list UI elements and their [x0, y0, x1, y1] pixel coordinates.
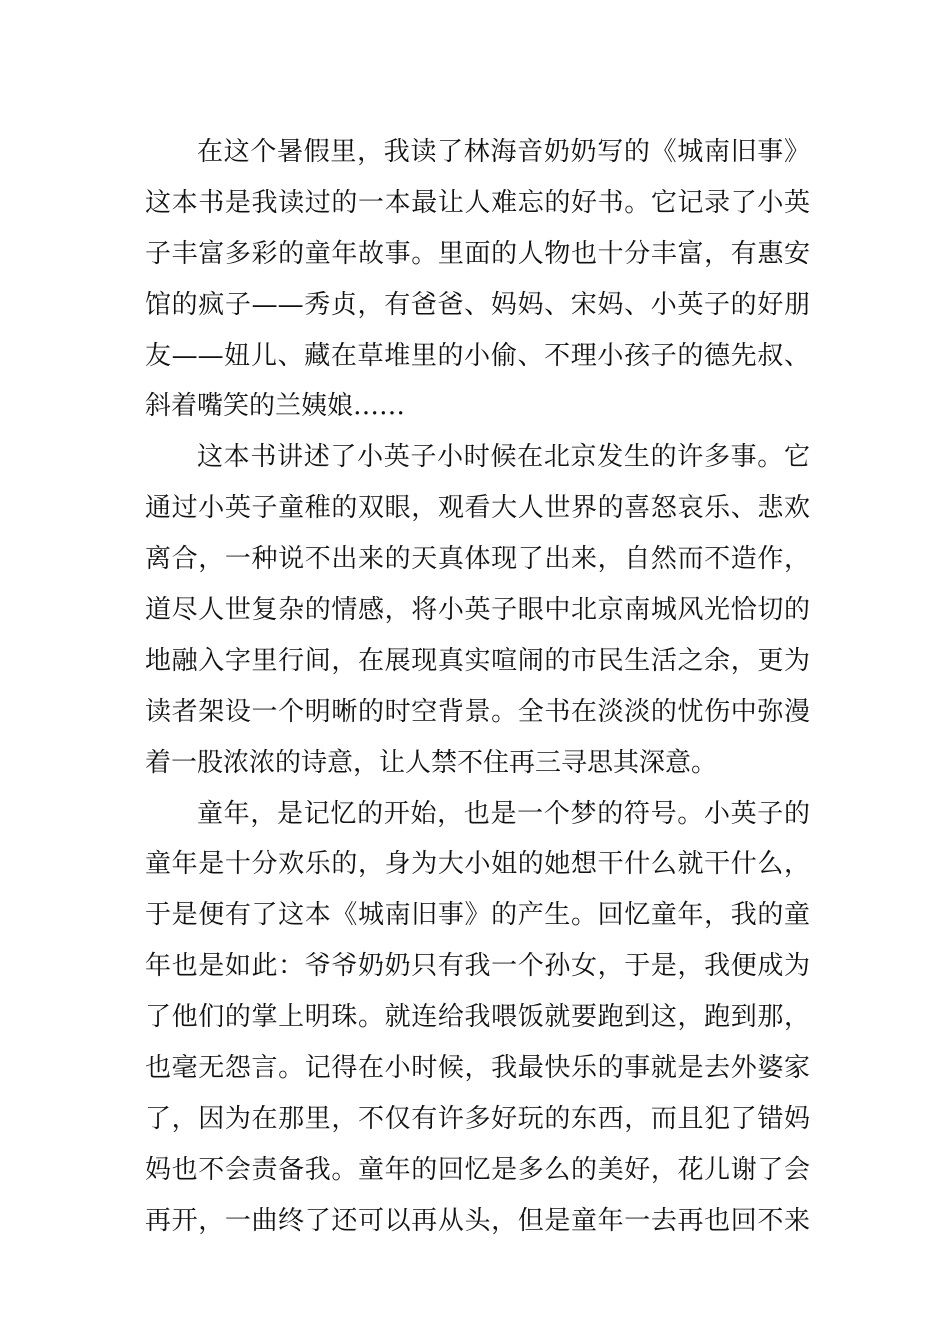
text-line: 地融入字里行间，在展现真实喧闹的市民生活之余，更为 [145, 645, 810, 676]
text-line: 童年，是记忆的开始，也是一个梦的符号。小英子的 [197, 798, 810, 829]
text-line: 了他们的掌上明珠。就连给我喂饭就要跑到这，跑到那， [145, 1002, 810, 1033]
text-line: 馆的疯子——秀贞，有爸爸、妈妈、宋妈、小英子的好朋 [145, 289, 810, 320]
text-line: 妈也不会责备我。童年的回忆是多么的美好，花儿谢了会 [145, 1154, 810, 1185]
text-line: 这本书是我读过的一本最让人难忘的好书。它记录了小英 [145, 187, 810, 218]
text-line: 读者架设一个明晰的时空背景。全书在淡淡的忧伤中弥漫 [145, 696, 810, 727]
text-line: 通过小英子童稚的双眼，观看大人世界的喜怒哀乐、悲欢 [145, 493, 810, 524]
text-line: 在这个暑假里，我读了林海音奶奶写的《城南旧事》 [197, 137, 810, 167]
text-line: 斜着嘴笑的兰姨娘…… [145, 391, 406, 422]
text-line: 了，因为在那里，不仅有许多好玩的东西，而且犯了错妈 [145, 1103, 810, 1134]
text-line: 着一股浓浓的诗意，让人禁不住再三寻思其深意。 [145, 747, 718, 778]
text-line: 再开，一曲终了还可以再从头，但是童年一去再也回不来 [145, 1205, 810, 1236]
text-line: 子丰富多彩的童年故事。里面的人物也十分丰富，有惠安 [145, 238, 810, 269]
document-body [145, 127, 810, 1247]
text-line: 道尽人世复杂的情感，将小英子眼中北京南城风光恰切的 [145, 595, 810, 626]
text-line: 于是便有了这本《城南旧事》的产生。回忆童年，我的童 [145, 900, 810, 931]
text-line: 友——妞儿、藏在草堆里的小偷、不理小孩子的德先叔、 [145, 340, 810, 371]
text-line: 也毫无怨言。记得在小时候，我最快乐的事就是去外婆家 [145, 1053, 810, 1084]
text-line: 童年是十分欢乐的，身为大小姐的她想干什么就干什么， [145, 849, 810, 880]
text-line: 这本书讲述了小英子小时候在北京发生的许多事。它 [197, 442, 810, 473]
text-line: 离合，一种说不出来的天真体现了出来，自然而不造作， [145, 544, 810, 575]
text-line: 年也是如此：爷爷奶奶只有我一个孙女，于是，我便成为 [145, 951, 810, 982]
